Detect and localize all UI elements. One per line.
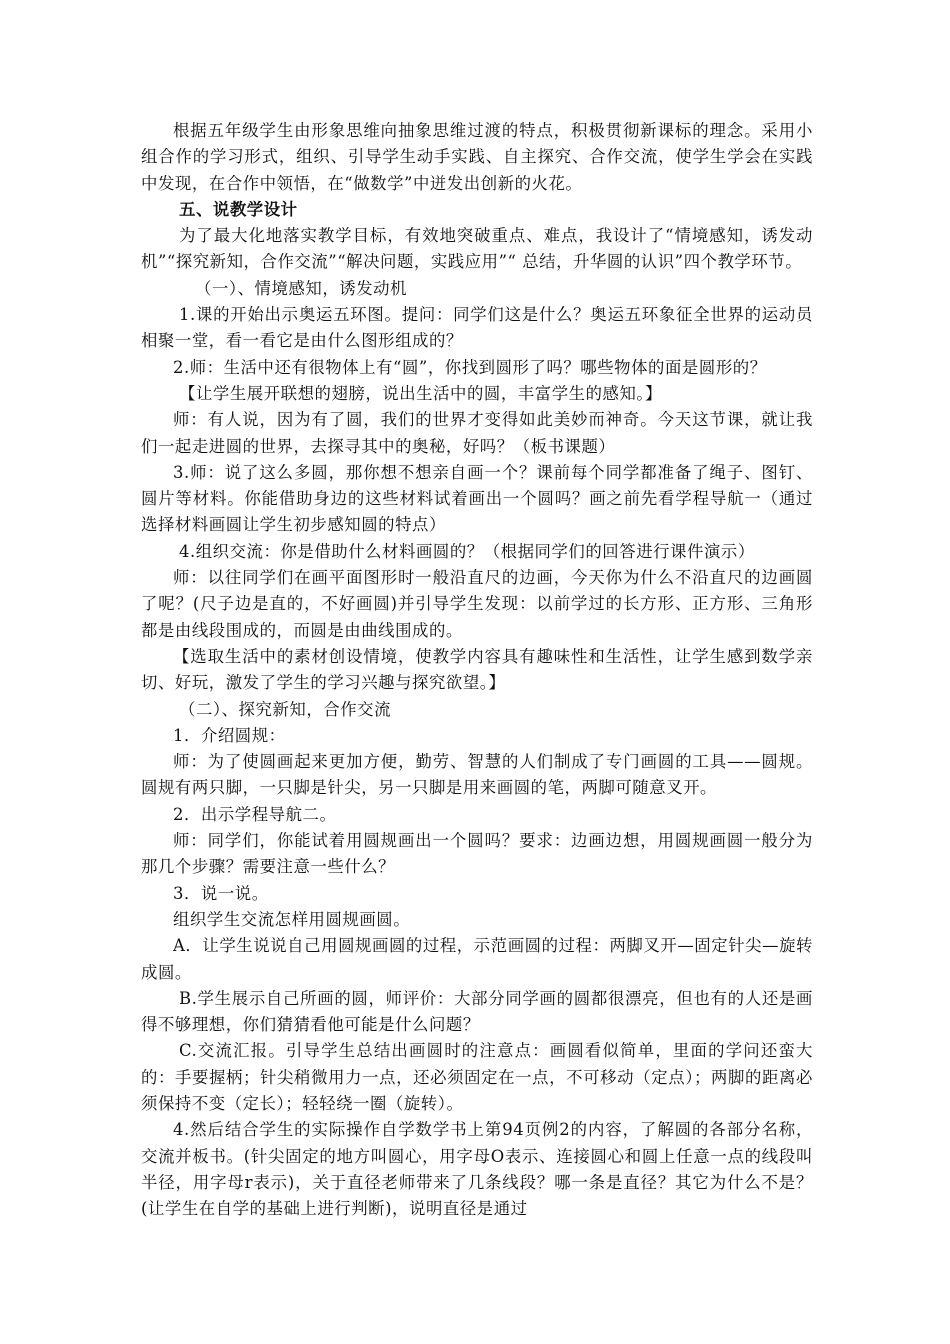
paragraph-note-2: 【选取生活中的素材创设情境，使教学内容具有趣味性和生活性，让学生感到数学亲切、好玩，激发了学生的学习兴趣与探究欲望。】: [141, 646, 813, 693]
paragraph-intro: 根据五年级学生由形象思维向抽象思维过渡的特点，积极贯彻新课标的理念。采用小组合作的学习形式，组织、引导学生动手实践、自主探究、合作交流，使学生学会在实践中发现，在合作中领悟，在“做数学”中迸发出创新的火花。: [141, 121, 813, 193]
paragraph-step-4: 4.组织交流：你是借助什么材料画圆的？（根据同学们的回答进行课件演示）: [179, 541, 755, 561]
subsection-heading-2: （二）、探究新知，合作交流: [179, 699, 392, 719]
paragraph-step-3: 3.师：说了这么多圆，那你想不想亲自画一个？课前每个同学都准备了绳子、图钉、圆片等材料。你能借助身边的这些材料试着画出一个圆吗？画之前先看学程导航一（通过选择材料画圆让学生初步感知圆的特点）: [141, 462, 813, 535]
paragraph-step-1: 1.课的开始出示奥运五环图。提问：同学们这是什么？奥运五环象征全世界的运动员相聚一堂，看一看它是由什么图形组成的？: [141, 305, 813, 351]
paragraph-guide-2: 2．出示学程导航二。: [173, 804, 337, 824]
paragraph-a: A．让学生说说自己用圆规画圆的过程，示范画圆的过程：两脚叉开—固定针尖—旋转成圆。: [141, 936, 813, 982]
paragraph-say: 3．说一说。: [173, 883, 269, 903]
paragraph-b: B.学生展示自己所画的圆，师评价：大部分同学画的圆都很漂亮，但也有的人还是画得不够理想，你们猜猜看他可能是什么问题？: [141, 988, 813, 1035]
paragraph-note-1: 【让学生展开联想的翅膀，说出生活中的圆，丰富学生的感知。】: [179, 383, 663, 403]
paragraph-teacher-3: 师：为了使圆画起来更加方便，勤劳、智慧的人们制成了专门画圆的工具——圆规。圆规有两只脚，一只脚是针尖，另一只脚是用来画圆的笔，两脚可随意叉开。: [141, 752, 813, 798]
paragraph-teacher-1: 师：有人说，因为有了圆，我们的世界才变得如此美妙而神奇。今天这节课，就让我们一起走进圆的世界，去探寻其中的奥秘，好吗？（板书课题）: [141, 410, 813, 456]
paragraph-step-4b: 4.然后结合学生的实际操作自学数学书上第94页例2的内容，了解圆的各部分名称，交流并板书。(针尖固定的地方叫圆心，用字母O表示、连接圆心和圆上任意一点的线段叫半径，用字母r表示)，关于直径老师带来了几条线段？哪一条是直径？其它为什么不是？(让学生在自学的基础上进行判断)，说明直径是通过: [141, 1120, 813, 1219]
paragraph-teacher-4: 师：同学们，你能试着用圆规画出一个圆吗？要求：边画边想，用圆规画圆一般分为那几个步骤？需要注意一些什么？: [141, 831, 813, 877]
paragraph-compass-intro: 1．介绍圆规：: [173, 725, 286, 745]
paragraph-step-2: 2.师：生活中还有很物体上有“圆”，你找到圆形了吗？哪些物体的面是圆形的？: [173, 357, 767, 377]
paragraph-organize: 组织学生交流怎样用圆规画圆。: [173, 909, 411, 929]
section-heading-teaching-design: 五、说教学设计: [179, 199, 298, 219]
document-page: [141, 118, 813, 1222]
paragraph-c: C.交流汇报。引导学生总结出画圆时的注意点：画圆看似简单，里面的学问还蛮大的：手要握柄；针尖稍微用力一点，还必须固定在一点，不可移动（定点）；两脚的距离必须保持不变（定长）；轻轻绕一圈（旋转）。: [141, 1041, 813, 1113]
paragraph-design-overview: 为了最大化地落实教学目标，有效地突破重点、难点，我设计了“情境感知，诱发动机”“探究新知，合作交流”“解决问题，实践应用”“ 总结，升华圆的认识”四个教学环节。: [141, 226, 813, 272]
paragraph-teacher-2: 师：以往同学们在画平面图形时一般沿直尺的边画，今天你为什么不沿直尺的边画圆了呢？(尺子边是直的，不好画圆)并引导学生发现：以前学过的长方形、正方形、三角形都是由线段围成的，而圆是由曲线围成的。: [141, 568, 813, 640]
subsection-heading-1: （一）、情境感知，诱发动机: [195, 278, 408, 298]
